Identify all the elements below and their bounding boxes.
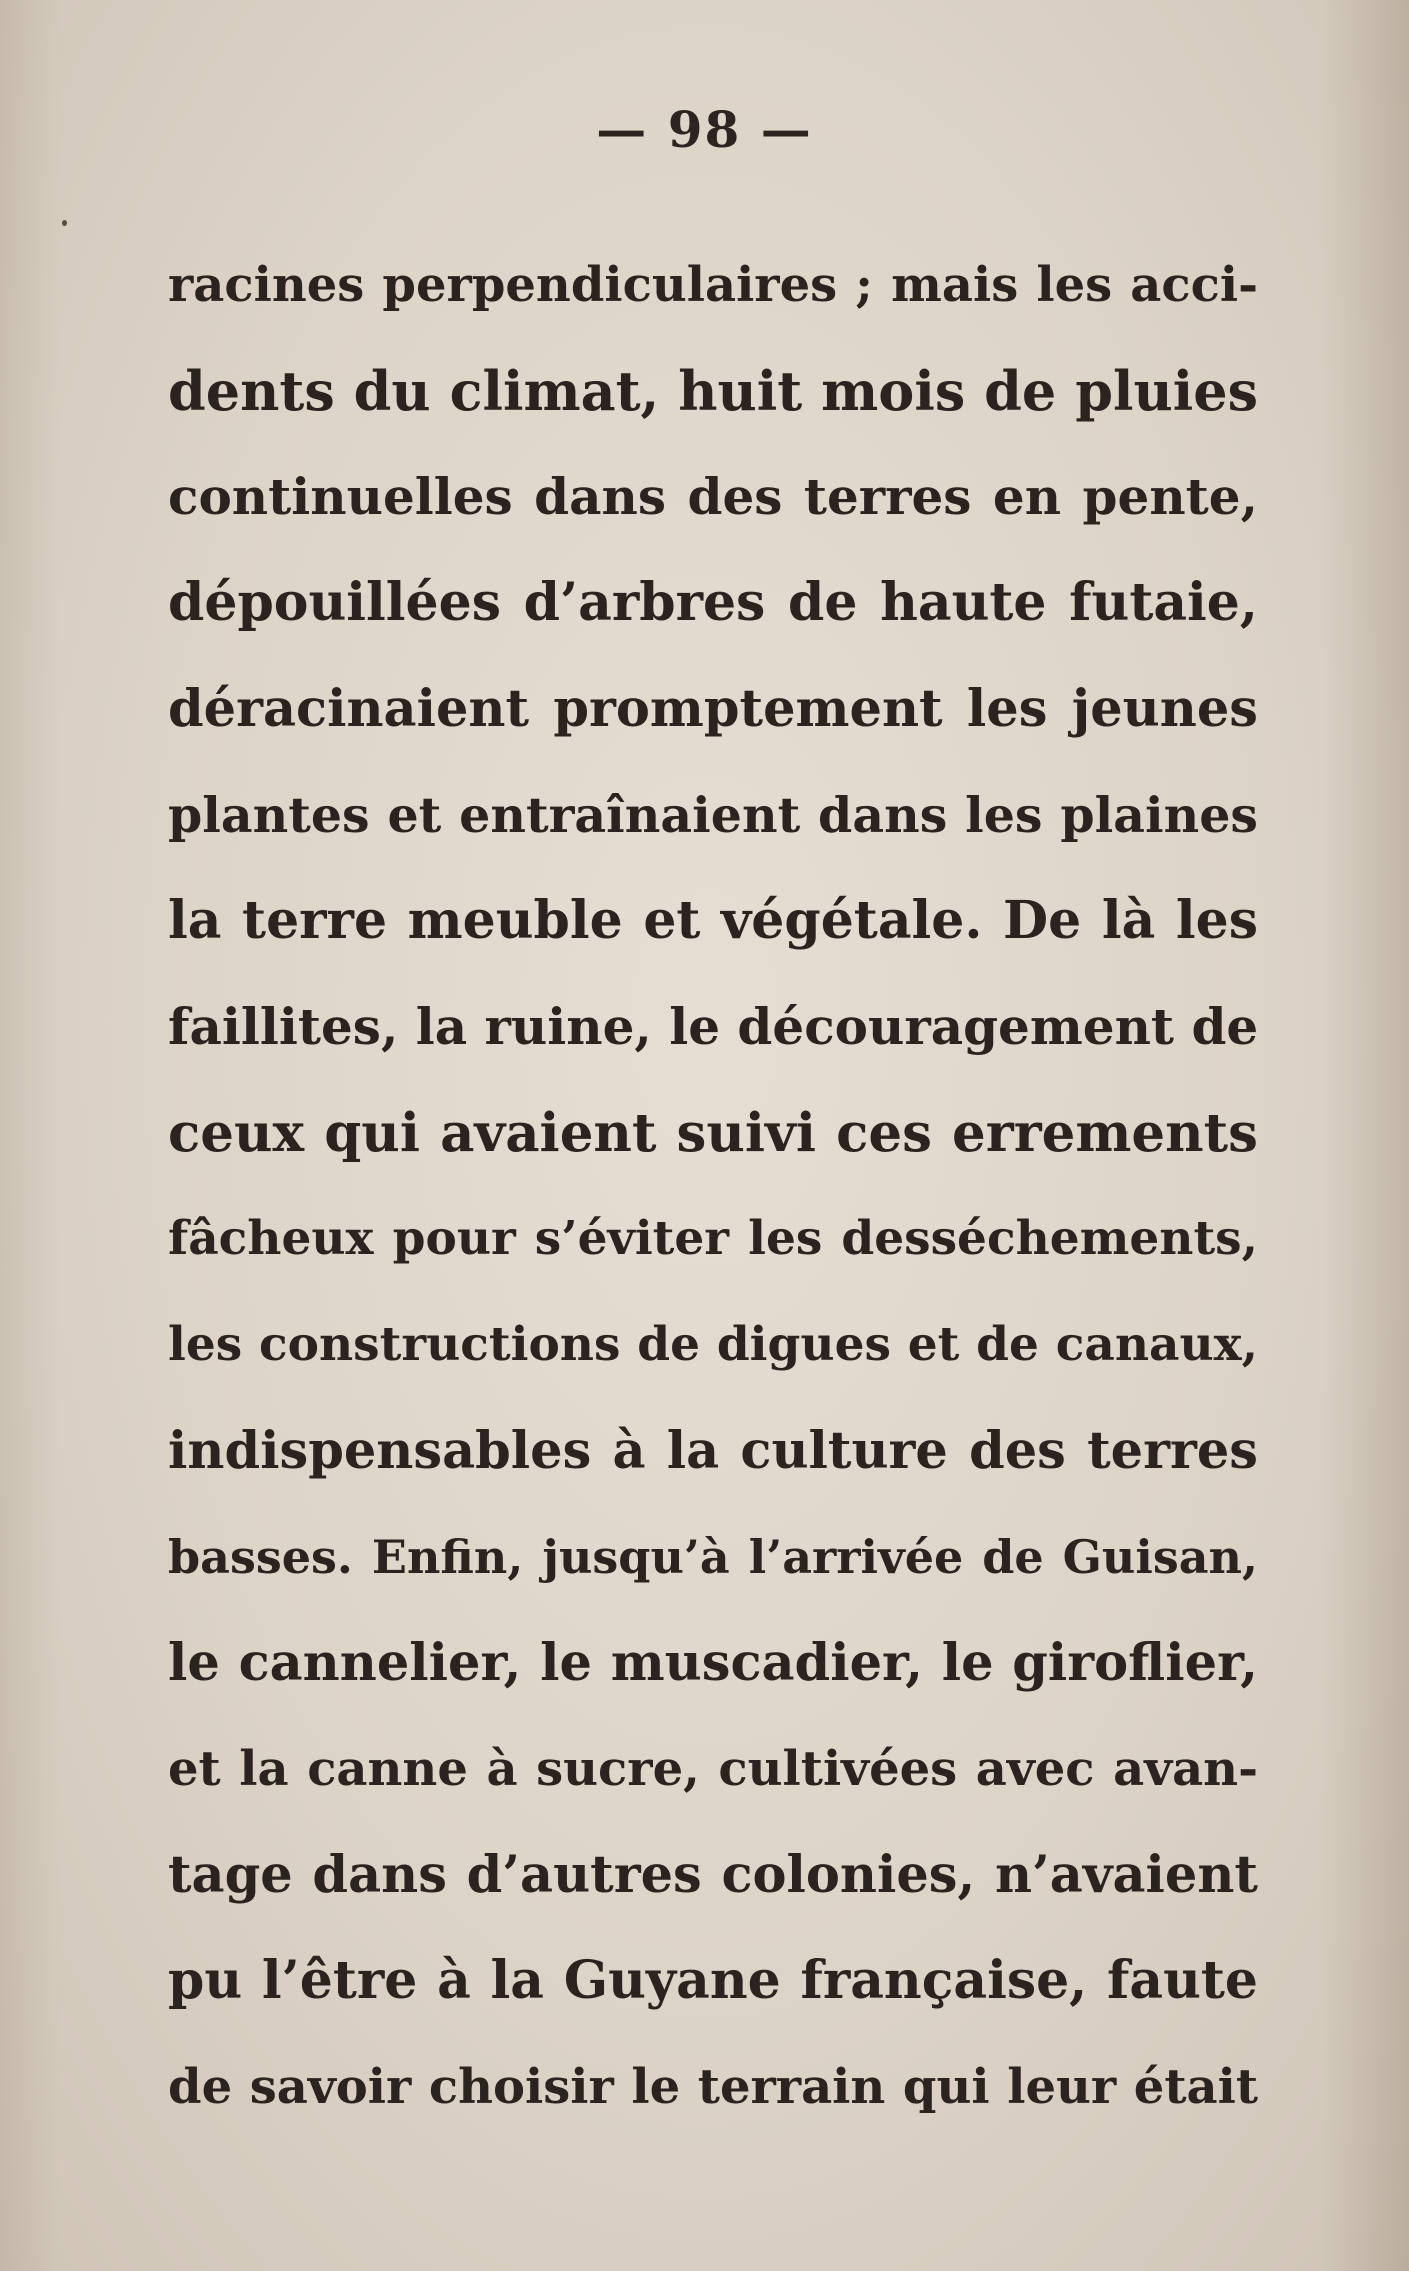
text-line: racines perpendiculaires ; mais les acci- [168,257,1258,313]
page-number-header: — 98 — [596,100,813,159]
text-line: déracinaient promptement les jeunes [168,679,1258,739]
text-line: indispensables à la culture des terres [168,1421,1258,1481]
text-line: et la canne à sucre, cultivées avec avan- [168,1741,1258,1797]
text-line: faillites, la ruine, le découragement de [168,997,1258,1056]
page-edge-shadow [1319,0,1409,2271]
text-line: basses. Enfin, jusqu’à l’arrivée de Guisan, [168,1530,1258,1584]
text-line: dépouillées d’arbres de haute futaie, [168,572,1258,633]
text-line: la terre meuble et végétale. De là les [168,890,1258,951]
text-line: les constructions de digues et de canaux, [168,1317,1258,1372]
text-line: ceux qui avaient suivi ces errements [168,1102,1258,1164]
text-line: continuelles dans des terres en pente, [168,467,1258,526]
text-line: de savoir choisir le terrain qui leur était [168,2059,1258,2115]
text-line: pu l’être à la Guyane française, faute [168,1950,1258,2011]
ink-speck [62,220,67,226]
text-line: dents du climat, huit mois de pluies [168,359,1258,423]
text-line: fâcheux pour s’éviter les desséchements, [168,1211,1258,1266]
text-line: plantes et entraînaient dans les plaines [168,786,1258,844]
text-line: tage dans d’autres colonies, n’avaient [168,1845,1258,1905]
page-gutter-shadow [0,0,60,2271]
text-line: le cannelier, le muscadier, le giroflier, [168,1633,1258,1693]
body-text [168,232,1258,2140]
